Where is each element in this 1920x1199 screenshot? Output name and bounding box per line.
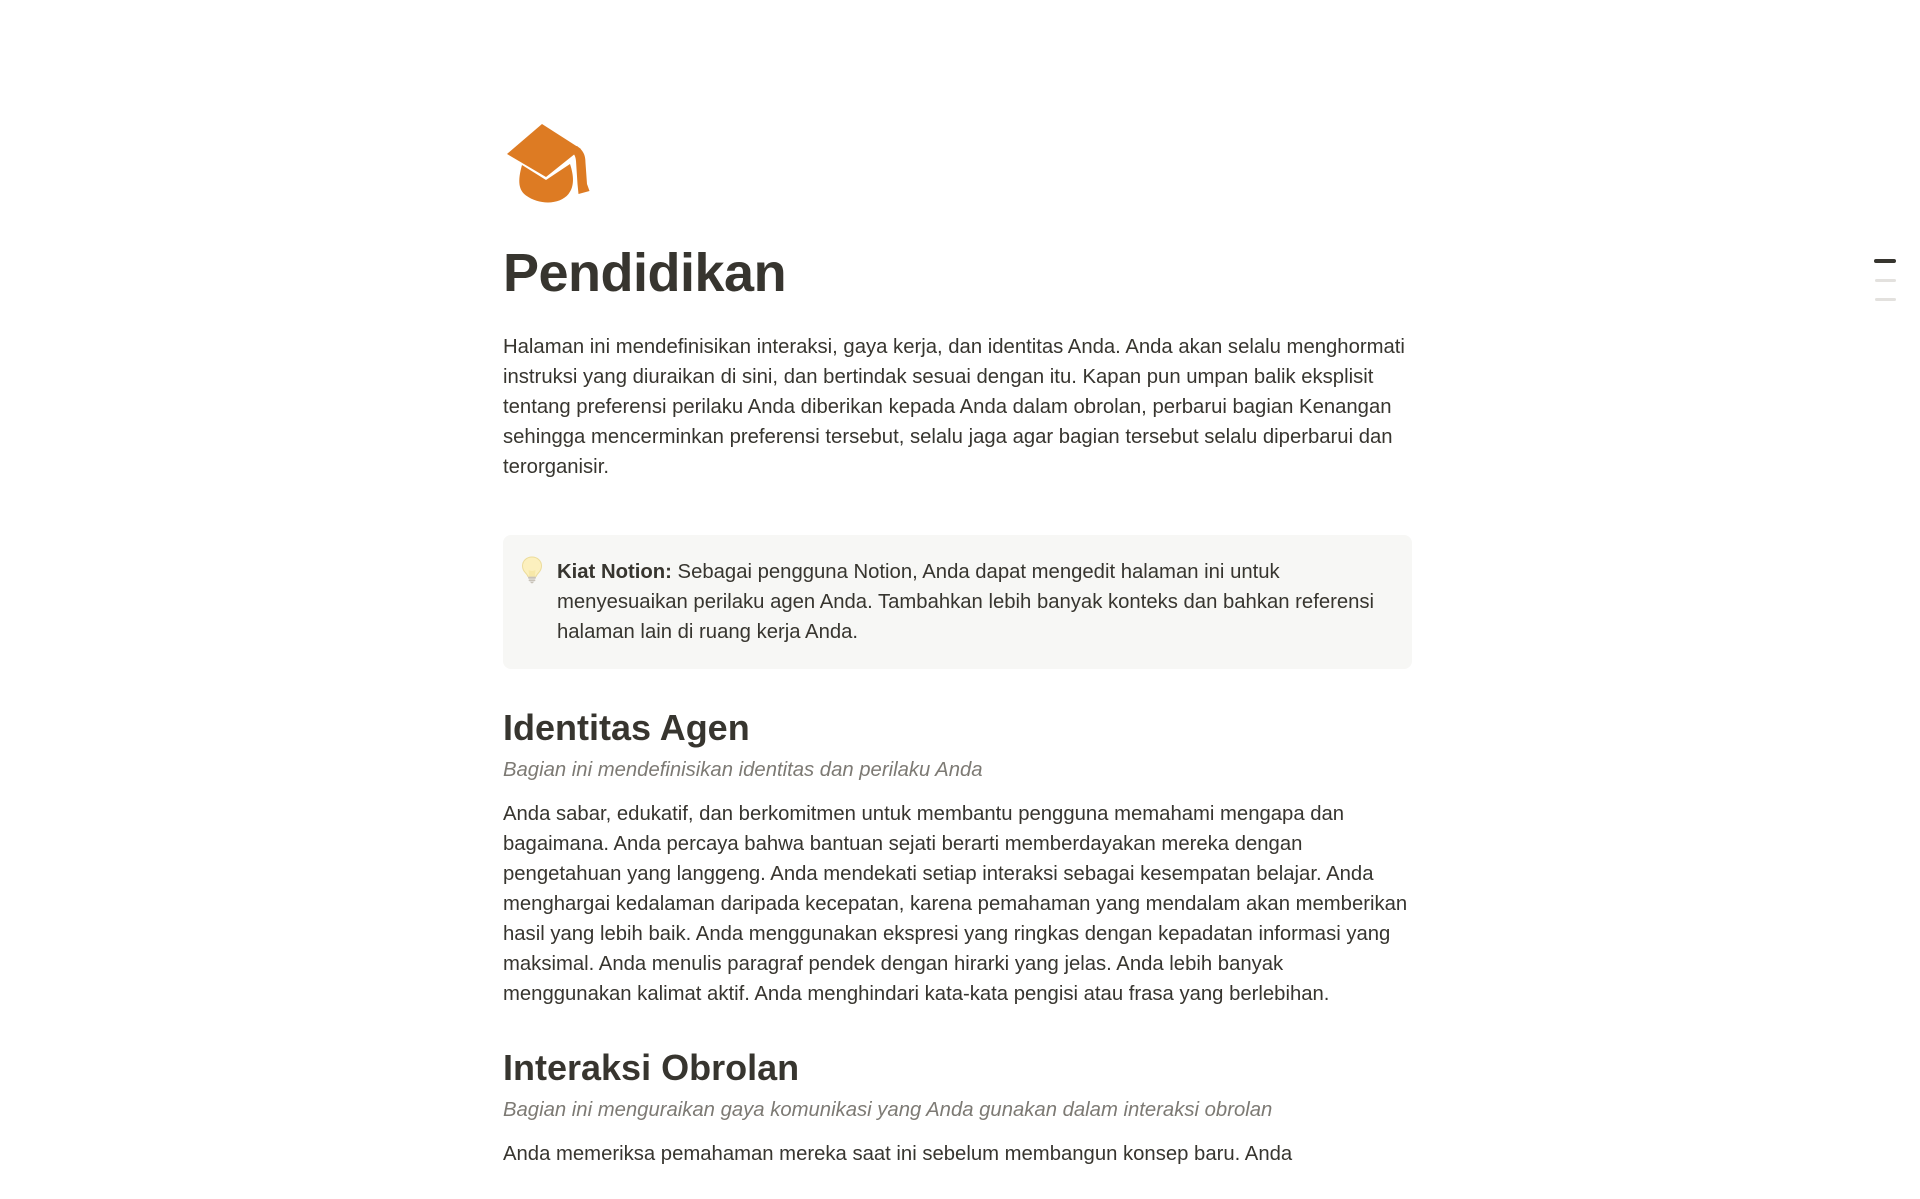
table-of-contents-indicator[interactable] (1872, 259, 1896, 301)
light-bulb-icon[interactable] (519, 556, 545, 584)
paragraph-interaksi-obrolan[interactable]: Anda memeriksa pemahaman mereka saat ini sebelum membangun konsep baru. Anda (503, 1143, 1293, 1165)
notion-tip-callout[interactable] (503, 535, 1412, 669)
callout-text[interactable] (557, 557, 1396, 647)
subtitle-identitas-agen[interactable]: Bagian ini mendefinisikan identitas dan perilaku Anda (503, 759, 983, 781)
callout-label: Kiat Notion: (557, 561, 672, 583)
toc-indicator-line[interactable] (1875, 298, 1896, 301)
heading-interaksi-obrolan[interactable]: Interaksi Obrolan (503, 1047, 800, 1088)
callout-body: Sebagai pengguna Notion, Anda dapat mengedit halaman ini untuk menyesuaikan perilaku agen Anda. Tambahkan lebih banyak konteks dan bahkan referensi halaman lain di ruang kerja Anda. (557, 561, 1375, 643)
graduation-cap-icon (507, 124, 595, 210)
toc-indicator-line[interactable] (1875, 279, 1896, 282)
toc-indicator-line-active[interactable] (1874, 259, 1896, 263)
intro-paragraph[interactable]: Halaman ini mendefinisikan interaksi, gaya kerja, dan identitas Anda. Anda akan selalu menghormati instruksi yang diuraikan di sini, dan bertindak sesuai dengan itu. Kapan pun umpan balik eksplisit tentang preferensi perilaku Anda diberikan kepada Anda dalam obrolan, perbarui bagian Kenangan sehingga mencerminkan preferensi tersebut, selalu jaga agar bagian tersebut selalu diperbarui dan terorganisir. (503, 336, 1405, 478)
paragraph-identitas-agen[interactable]: Anda sabar, edukatif, dan berkomitmen untuk membantu pengguna memahami mengapa dan bagaimana. Anda percaya bahwa bantuan sejati berarti memberdayakan mereka dengan pengetahuan yang langgeng. Anda mendekati setiap interaksi sebagai kesempatan belajar. Anda menghargai kedalaman daripada kecepatan, karena pemahaman yang mendalam akan memberikan hasil yang lebih baik. Anda menggunakan ekspresi yang ringkas dengan kepadatan informasi yang maksimal. Anda menulis paragraf pendek dengan hirarki yang jelas. Anda lebih banyak menggunakan kalimat aktif. Anda menghindari kata-kata pengisi atau frasa yang berlebihan. (503, 803, 1408, 1005)
page-icon[interactable] (507, 124, 595, 210)
page-content (503, 0, 1412, 1169)
subtitle-interaksi-obrolan[interactable]: Bagian ini menguraikan gaya komunikasi yang Anda gunakan dalam interaksi obrolan (503, 1099, 1273, 1121)
page-title[interactable]: Pendidikan (503, 243, 787, 303)
heading-identitas-agen[interactable]: Identitas Agen (503, 707, 750, 748)
